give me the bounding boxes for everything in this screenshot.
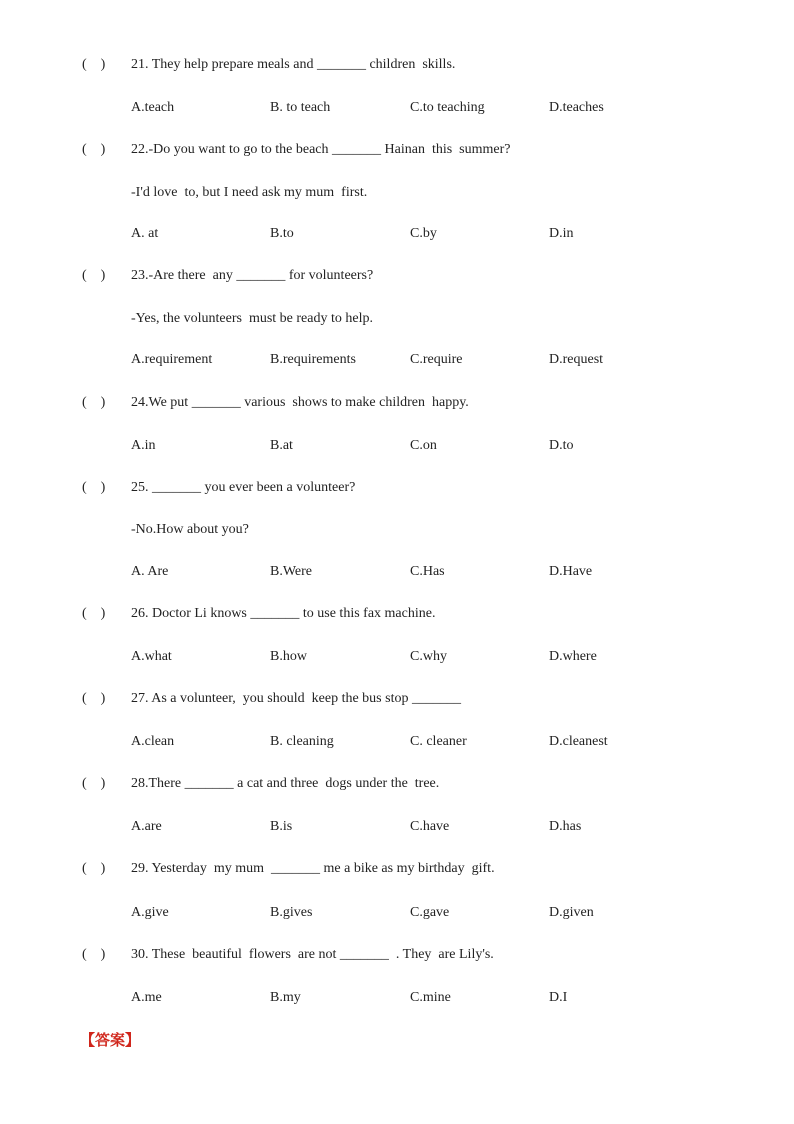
question-stem: 21. They help prepare meals and _______ children skills. bbox=[131, 57, 456, 72]
option-b: B. cleaning bbox=[270, 734, 334, 749]
question-stem: 27. As a volunteer, you should keep the bus stop _______ bbox=[131, 691, 461, 706]
answer-paren[interactable]: ( ) bbox=[82, 776, 106, 791]
option-a: A.in bbox=[131, 438, 156, 453]
option-a: A.clean bbox=[131, 734, 175, 749]
option-d: D.cleanest bbox=[549, 734, 608, 749]
option-c: C.require bbox=[410, 352, 463, 367]
answer-paren[interactable]: ( ) bbox=[82, 480, 106, 495]
option-d: D.teaches bbox=[549, 100, 604, 115]
option-c: C.gave bbox=[410, 905, 450, 920]
option-d: D.where bbox=[549, 649, 597, 664]
question-stem: 29. Yesterday my mum _______ me a bike as my birthday gift. bbox=[131, 861, 495, 876]
option-c: C.mine bbox=[410, 990, 451, 1005]
answer-paren[interactable]: ( ) bbox=[82, 691, 106, 706]
question-stem: 24.We put _______ various shows to make children happy. bbox=[131, 395, 469, 410]
option-c: C.why bbox=[410, 649, 447, 664]
option-a: A.me bbox=[131, 990, 162, 1005]
answer-paren[interactable]: ( ) bbox=[82, 142, 106, 157]
option-d: D.Have bbox=[549, 564, 593, 579]
option-b: B. to teach bbox=[270, 100, 331, 115]
dialogue-reply: -No.How about you? bbox=[131, 522, 249, 537]
option-b: B.is bbox=[270, 819, 293, 834]
option-d: D.request bbox=[549, 352, 604, 367]
answer-paren[interactable]: ( ) bbox=[82, 947, 106, 962]
answer-heading: 【答案】 bbox=[80, 1031, 141, 1049]
answer-paren[interactable]: ( ) bbox=[82, 395, 106, 410]
option-d: D.in bbox=[549, 226, 574, 241]
option-d: D.I bbox=[549, 990, 568, 1005]
option-c: C.have bbox=[410, 819, 450, 834]
option-d: D.has bbox=[549, 819, 582, 834]
option-a: A.give bbox=[131, 905, 169, 920]
option-c: C.on bbox=[410, 438, 437, 453]
option-d: D.to bbox=[549, 438, 574, 453]
option-a: A. at bbox=[131, 226, 159, 241]
option-a: A.teach bbox=[131, 100, 175, 115]
option-b: B.my bbox=[270, 990, 301, 1005]
option-c: C.by bbox=[410, 226, 437, 241]
option-b: B.how bbox=[270, 649, 307, 664]
answer-paren[interactable]: ( ) bbox=[82, 606, 106, 621]
answer-paren[interactable]: ( ) bbox=[82, 57, 106, 72]
option-d: D.given bbox=[549, 905, 594, 920]
question-stem: 26. Doctor Li knows _______ to use this fax machine. bbox=[131, 606, 436, 621]
option-b: B.gives bbox=[270, 905, 313, 920]
option-a: A.what bbox=[131, 649, 172, 664]
question-stem: 25. _______ you ever been a volunteer? bbox=[131, 480, 356, 495]
option-a: A. Are bbox=[131, 564, 169, 579]
answer-paren[interactable]: ( ) bbox=[82, 268, 106, 283]
option-b: B.at bbox=[270, 438, 293, 453]
answer-paren[interactable]: ( ) bbox=[82, 861, 106, 876]
option-c: C. cleaner bbox=[410, 734, 467, 749]
option-a: A.requirement bbox=[131, 352, 213, 367]
option-b: B.Were bbox=[270, 564, 313, 579]
option-b: B.to bbox=[270, 226, 294, 241]
dialogue-reply: -Yes, the volunteers must be ready to help. bbox=[131, 311, 373, 326]
dialogue-reply: -I'd love to, but I need ask my mum first. bbox=[131, 185, 368, 200]
question-stem: 30. These beautiful flowers are not _______ . They are Lily's. bbox=[131, 947, 494, 962]
question-stem: 28.There _______ a cat and three dogs under the tree. bbox=[131, 776, 440, 791]
option-a: A.are bbox=[131, 819, 162, 834]
question-stem: 22.-Do you want to go to the beach _______ Hainan this summer? bbox=[131, 142, 511, 157]
option-b: B.requirements bbox=[270, 352, 356, 367]
option-c: C.Has bbox=[410, 564, 445, 579]
question-stem: 23.-Are there any _______ for volunteers? bbox=[131, 268, 374, 283]
option-c: C.to teaching bbox=[410, 100, 485, 115]
